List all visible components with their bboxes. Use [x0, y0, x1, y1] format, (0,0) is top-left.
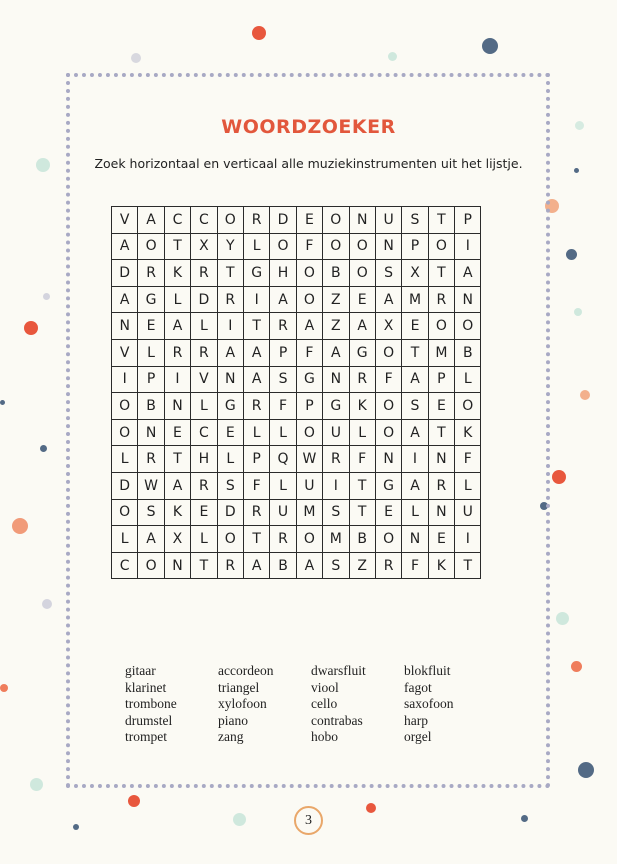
grid-cell[interactable]: Z	[349, 552, 375, 579]
grid-cell[interactable]: O	[375, 419, 401, 446]
grid-cell[interactable]: U	[323, 419, 349, 446]
grid-cell[interactable]: D	[217, 499, 243, 526]
grid-cell[interactable]: R	[243, 207, 269, 234]
grid-cell[interactable]: O	[375, 526, 401, 553]
word-item: zang	[218, 729, 244, 745]
grid-cell[interactable]: A	[243, 552, 269, 579]
grid-cell[interactable]: S	[375, 260, 401, 287]
grid-cell[interactable]: A	[217, 339, 243, 366]
grid-cell[interactable]: R	[270, 313, 296, 340]
grid-cell[interactable]: A	[270, 286, 296, 313]
grid-cell[interactable]: R	[138, 260, 164, 287]
grid-cell[interactable]: O	[112, 499, 138, 526]
grid-cell[interactable]: X	[402, 260, 428, 287]
grid-cell[interactable]: A	[323, 339, 349, 366]
grid-cell[interactable]: O	[375, 393, 401, 420]
confetti-dot	[556, 612, 569, 625]
grid-cell[interactable]: R	[270, 526, 296, 553]
grid-row	[112, 446, 481, 473]
word-item: cello	[311, 696, 338, 712]
grid-cell[interactable]: A	[296, 552, 322, 579]
grid-cell[interactable]: O	[455, 313, 481, 340]
grid-cell[interactable]: N	[323, 366, 349, 393]
confetti-dot	[128, 795, 140, 807]
grid-cell[interactable]: I	[402, 446, 428, 473]
grid-cell[interactable]: T	[217, 260, 243, 287]
grid-cell[interactable]: T	[164, 446, 190, 473]
grid-cell[interactable]: F	[296, 339, 322, 366]
word-item: viool	[311, 679, 339, 695]
word-item: blokfluit	[404, 663, 451, 678]
confetti-dot	[578, 762, 594, 778]
word-item: klarinet	[125, 679, 167, 695]
grid-cell[interactable]: L	[191, 393, 217, 420]
grid-cell[interactable]: B	[323, 260, 349, 287]
grid-cell[interactable]: V	[112, 339, 138, 366]
grid-row	[112, 286, 481, 313]
grid-cell[interactable]: L	[349, 419, 375, 446]
page-number: 3	[294, 806, 323, 835]
grid-cell[interactable]: T	[164, 233, 190, 260]
grid-cell[interactable]: P	[428, 366, 454, 393]
word-item: piano	[218, 712, 248, 728]
confetti-dot	[521, 815, 528, 822]
instructions: Zoek horizontaal en verticaal alle muziekinstrumenten uit het lijstje.	[94, 156, 523, 171]
confetti-dot	[482, 38, 498, 54]
grid-cell[interactable]: A	[296, 313, 322, 340]
grid-cell[interactable]: R	[217, 286, 243, 313]
confetti-dot	[571, 661, 582, 672]
grid-cell[interactable]: C	[164, 207, 190, 234]
grid-cell[interactable]: B	[138, 393, 164, 420]
grid-cell[interactable]: N	[428, 446, 454, 473]
grid-cell[interactable]: S	[323, 499, 349, 526]
grid-cell[interactable]: R	[243, 499, 269, 526]
grid-cell[interactable]: A	[455, 260, 481, 287]
grid-cell[interactable]: N	[349, 207, 375, 234]
grid-cell[interactable]: T	[428, 207, 454, 234]
grid-cell[interactable]: O	[296, 526, 322, 553]
grid-cell[interactable]: L	[402, 499, 428, 526]
grid-cell[interactable]: I	[455, 233, 481, 260]
confetti-dot	[0, 400, 5, 405]
grid-cell[interactable]: L	[243, 233, 269, 260]
grid-cell[interactable]: N	[375, 446, 401, 473]
grid-cell[interactable]: I	[112, 366, 138, 393]
word-list	[125, 663, 497, 746]
grid-cell[interactable]: A	[402, 419, 428, 446]
word-column	[218, 663, 311, 746]
word-item: orgel	[404, 729, 432, 745]
grid-cell[interactable]: R	[217, 552, 243, 579]
grid-cell[interactable]: K	[349, 393, 375, 420]
grid-cell[interactable]: D	[112, 472, 138, 499]
confetti-dot	[566, 249, 577, 260]
grid-cell[interactable]: M	[428, 339, 454, 366]
grid-cell[interactable]: R	[164, 339, 190, 366]
confetti-dot	[574, 308, 582, 316]
grid-cell[interactable]: N	[402, 526, 428, 553]
grid-cell[interactable]: G	[138, 286, 164, 313]
grid-cell[interactable]: A	[138, 207, 164, 234]
confetti-dot	[30, 778, 43, 791]
grid-cell[interactable]: R	[191, 260, 217, 287]
word-item: contrabas	[311, 712, 363, 728]
grid-cell[interactable]: S	[323, 552, 349, 579]
grid-row	[112, 472, 481, 499]
grid-cell[interactable]: N	[138, 419, 164, 446]
grid-cell[interactable]: H	[270, 260, 296, 287]
grid-cell[interactable]: O	[217, 526, 243, 553]
grid-cell[interactable]: L	[112, 446, 138, 473]
grid-cell[interactable]: O	[323, 207, 349, 234]
grid-cell[interactable]: L	[455, 472, 481, 499]
word-item: xylofoon	[218, 696, 267, 712]
grid-row	[112, 526, 481, 553]
grid-cell[interactable]: T	[402, 339, 428, 366]
grid-cell[interactable]: O	[217, 207, 243, 234]
grid-row	[112, 419, 481, 446]
grid-cell[interactable]: O	[428, 313, 454, 340]
grid-cell[interactable]: R	[191, 339, 217, 366]
grid-cell[interactable]: C	[191, 419, 217, 446]
grid-cell[interactable]: O	[349, 260, 375, 287]
word-search-grid	[111, 206, 481, 579]
grid-cell[interactable]: U	[270, 499, 296, 526]
grid-cell[interactable]: K	[428, 552, 454, 579]
grid-cell[interactable]: S	[138, 499, 164, 526]
grid-cell[interactable]: A	[349, 313, 375, 340]
grid-cell[interactable]: F	[375, 366, 401, 393]
grid-cell[interactable]: F	[455, 446, 481, 473]
grid-cell[interactable]: O	[428, 233, 454, 260]
grid-cell[interactable]: F	[402, 552, 428, 579]
grid-cell[interactable]: P	[270, 339, 296, 366]
word-item: drumstel	[125, 712, 173, 728]
word-item: fagot	[404, 679, 432, 695]
confetti-dot	[12, 518, 28, 534]
grid-cell[interactable]: O	[138, 552, 164, 579]
grid-cell[interactable]: F	[270, 393, 296, 420]
word-item: gitaar	[125, 663, 156, 678]
grid-cell[interactable]: A	[164, 472, 190, 499]
grid-cell[interactable]: R	[138, 446, 164, 473]
grid-cell[interactable]: E	[138, 313, 164, 340]
grid-cell[interactable]: O	[112, 419, 138, 446]
confetti-dot	[552, 470, 566, 484]
grid-row	[112, 366, 481, 393]
grid-cell[interactable]: U	[455, 499, 481, 526]
grid-cell[interactable]: X	[191, 233, 217, 260]
grid-cell[interactable]: O	[270, 233, 296, 260]
grid-row	[112, 499, 481, 526]
word-item: dwarsfluit	[311, 663, 366, 678]
grid-cell[interactable]: Y	[217, 233, 243, 260]
grid-row	[112, 207, 481, 234]
grid-cell[interactable]: B	[270, 552, 296, 579]
grid-cell[interactable]: S	[402, 207, 428, 234]
grid-cell[interactable]: G	[217, 393, 243, 420]
grid-cell[interactable]: L	[164, 286, 190, 313]
grid-cell[interactable]: O	[455, 393, 481, 420]
grid-cell[interactable]: N	[112, 313, 138, 340]
grid-cell[interactable]: B	[455, 339, 481, 366]
grid-cell[interactable]: D	[191, 286, 217, 313]
grid-cell[interactable]: D	[112, 260, 138, 287]
grid-cell[interactable]: R	[243, 393, 269, 420]
grid-cell[interactable]: I	[217, 313, 243, 340]
grid-cell[interactable]: O	[112, 393, 138, 420]
confetti-dot	[43, 293, 50, 300]
word-column	[404, 663, 497, 746]
confetti-dot	[580, 390, 590, 400]
grid-cell[interactable]: O	[296, 286, 322, 313]
grid-cell[interactable]: E	[191, 499, 217, 526]
grid-cell[interactable]: L	[243, 419, 269, 446]
grid-cell[interactable]: I	[243, 286, 269, 313]
grid-cell[interactable]: E	[428, 393, 454, 420]
grid-cell[interactable]: T	[243, 526, 269, 553]
word-item: hobo	[311, 729, 338, 745]
grid-cell[interactable]: T	[349, 499, 375, 526]
grid-cell[interactable]: N	[455, 286, 481, 313]
grid-cell[interactable]: B	[349, 526, 375, 553]
grid-cell[interactable]: L	[191, 313, 217, 340]
grid-cell[interactable]: K	[164, 499, 190, 526]
word-column	[311, 663, 404, 746]
grid-cell[interactable]: N	[428, 499, 454, 526]
grid-cell[interactable]: T	[349, 472, 375, 499]
grid-cell[interactable]: O	[323, 233, 349, 260]
grid-cell[interactable]: R	[349, 366, 375, 393]
grid-cell[interactable]: Z	[323, 313, 349, 340]
word-column	[125, 663, 218, 746]
grid-cell[interactable]: P	[138, 366, 164, 393]
grid-cell[interactable]: R	[191, 472, 217, 499]
grid-cell[interactable]: A	[243, 366, 269, 393]
grid-cell[interactable]: E	[296, 207, 322, 234]
grid-cell[interactable]: O	[349, 233, 375, 260]
grid-cell[interactable]: L	[455, 366, 481, 393]
grid-cell[interactable]: T	[191, 552, 217, 579]
grid-cell[interactable]: T	[243, 313, 269, 340]
confetti-dot	[366, 803, 376, 813]
grid-cell[interactable]: G	[323, 393, 349, 420]
word-item: saxofoon	[404, 696, 454, 712]
confetti-dot	[0, 684, 8, 692]
grid-cell[interactable]: S	[402, 393, 428, 420]
grid-cell[interactable]: P	[243, 446, 269, 473]
grid-cell[interactable]: X	[164, 526, 190, 553]
confetti-dot	[73, 824, 79, 830]
grid-cell[interactable]: O	[375, 339, 401, 366]
grid-cell[interactable]: R	[428, 286, 454, 313]
grid-cell[interactable]: N	[164, 393, 190, 420]
grid-cell[interactable]: N	[217, 366, 243, 393]
grid-cell[interactable]: V	[112, 207, 138, 234]
grid-cell[interactable]: E	[402, 313, 428, 340]
confetti-dot	[24, 321, 38, 335]
confetti-dot	[388, 52, 397, 61]
grid-row	[112, 393, 481, 420]
grid-cell[interactable]: G	[296, 366, 322, 393]
grid-cell[interactable]: T	[428, 260, 454, 287]
grid-cell[interactable]: A	[402, 366, 428, 393]
grid-cell[interactable]: K	[164, 260, 190, 287]
grid-cell[interactable]: X	[375, 313, 401, 340]
grid-cell[interactable]: S	[217, 472, 243, 499]
word-item: accordeon	[218, 663, 274, 678]
grid-cell[interactable]: O	[296, 260, 322, 287]
grid-cell[interactable]: G	[375, 472, 401, 499]
grid-cell[interactable]: A	[112, 233, 138, 260]
grid-cell[interactable]: V	[191, 366, 217, 393]
grid-cell[interactable]: N	[164, 552, 190, 579]
grid-cell[interactable]: P	[402, 233, 428, 260]
grid-cell[interactable]: F	[349, 446, 375, 473]
grid-cell[interactable]: M	[323, 526, 349, 553]
grid-cell[interactable]: G	[243, 260, 269, 287]
grid-cell[interactable]: L	[217, 446, 243, 473]
grid-cell[interactable]: W	[296, 446, 322, 473]
word-item: trombone	[125, 696, 177, 712]
grid-cell[interactable]: C	[112, 552, 138, 579]
grid-cell[interactable]: S	[270, 366, 296, 393]
grid-cell[interactable]: L	[112, 526, 138, 553]
grid-row	[112, 260, 481, 287]
grid-cell[interactable]: A	[402, 472, 428, 499]
grid-cell[interactable]: I	[455, 526, 481, 553]
grid-cell[interactable]: U	[296, 472, 322, 499]
grid-cell[interactable]: E	[217, 419, 243, 446]
grid-cell[interactable]: P	[296, 393, 322, 420]
grid-cell[interactable]: M	[402, 286, 428, 313]
word-item: trompet	[125, 729, 167, 745]
grid-cell[interactable]: K	[455, 419, 481, 446]
confetti-dot	[252, 26, 266, 40]
grid-cell[interactable]: A	[112, 286, 138, 313]
page-title: WOORDZOEKER	[221, 116, 396, 138]
confetti-dot	[233, 813, 246, 826]
grid-cell[interactable]: U	[375, 207, 401, 234]
confetti-dot	[131, 53, 141, 63]
grid-cell[interactable]: A	[375, 286, 401, 313]
grid-cell[interactable]: L	[270, 472, 296, 499]
grid-cell[interactable]: E	[349, 286, 375, 313]
grid-cell[interactable]: A	[243, 339, 269, 366]
grid-cell[interactable]: N	[375, 233, 401, 260]
grid-row	[112, 552, 481, 579]
grid-cell[interactable]: T	[455, 552, 481, 579]
grid-cell[interactable]: L	[138, 339, 164, 366]
grid-cell[interactable]: O	[138, 233, 164, 260]
grid-cell[interactable]: G	[349, 339, 375, 366]
grid-cell[interactable]: O	[296, 419, 322, 446]
grid-cell[interactable]: I	[323, 472, 349, 499]
confetti-dot	[40, 445, 47, 452]
grid-cell[interactable]: L	[270, 419, 296, 446]
grid-cell[interactable]: H	[191, 446, 217, 473]
grid-cell[interactable]: E	[164, 419, 190, 446]
grid-cell[interactable]: E	[428, 526, 454, 553]
grid-cell[interactable]: I	[164, 366, 190, 393]
grid-row	[112, 339, 481, 366]
grid-cell[interactable]: M	[296, 499, 322, 526]
grid-cell[interactable]: F	[296, 233, 322, 260]
grid-cell[interactable]: A	[164, 313, 190, 340]
grid-cell[interactable]: R	[428, 472, 454, 499]
grid-row	[112, 313, 481, 340]
grid-cell[interactable]: R	[323, 446, 349, 473]
grid-cell[interactable]: T	[428, 419, 454, 446]
grid-cell[interactable]: Z	[323, 286, 349, 313]
grid-cell[interactable]: A	[138, 526, 164, 553]
grid-cell[interactable]: P	[455, 207, 481, 234]
grid-cell[interactable]: L	[191, 526, 217, 553]
grid-cell[interactable]: D	[270, 207, 296, 234]
word-item: triangel	[218, 679, 260, 695]
word-item: harp	[404, 712, 428, 728]
grid-cell[interactable]: F	[243, 472, 269, 499]
grid-cell[interactable]: R	[375, 552, 401, 579]
confetti-dot	[42, 599, 52, 609]
grid-cell[interactable]: E	[375, 499, 401, 526]
grid-row	[112, 233, 481, 260]
grid-cell[interactable]: Q	[270, 446, 296, 473]
grid-cell[interactable]: C	[191, 207, 217, 234]
grid-cell[interactable]: W	[138, 472, 164, 499]
